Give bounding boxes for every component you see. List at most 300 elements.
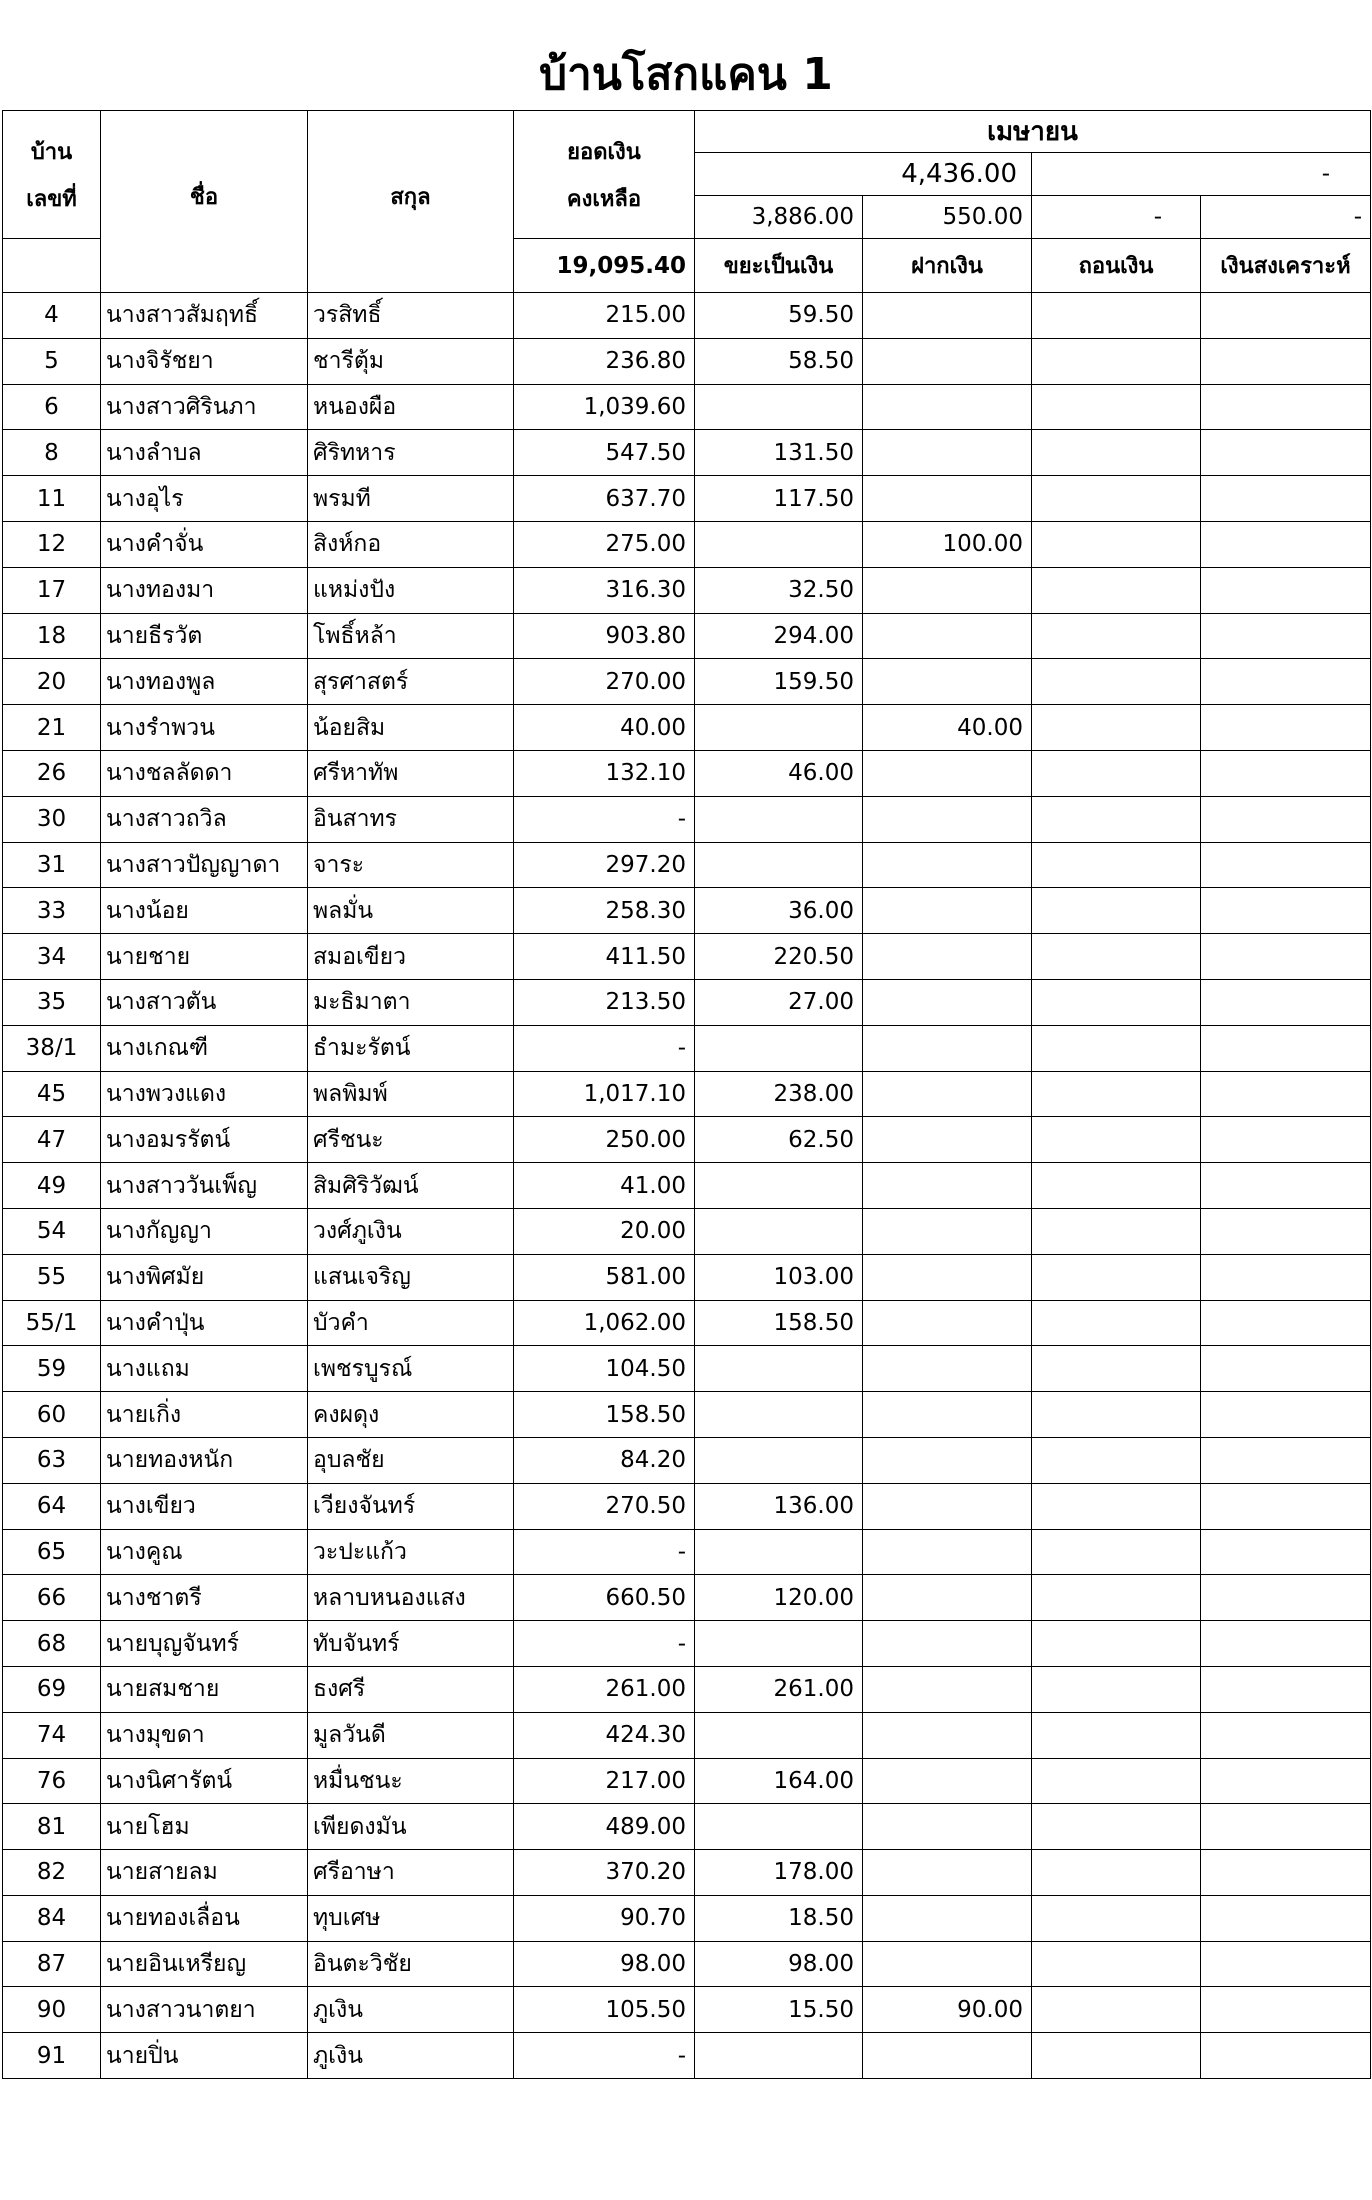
cell-surname: พลพิมพ์: [308, 1071, 514, 1117]
cell-house-no: 76: [3, 1758, 101, 1804]
cell-deposit: [863, 1346, 1032, 1392]
cell-balance: 660.50: [514, 1575, 695, 1621]
table-row: [3, 750, 1371, 796]
cell-surname: พรมที: [308, 476, 514, 522]
cell-welfare: [1201, 384, 1371, 430]
cell-balance: 297.20: [514, 842, 695, 888]
table-row: [3, 1025, 1371, 1071]
cell-name: นางลำบล: [101, 430, 308, 476]
cell-waste: 136.00: [695, 1483, 863, 1529]
cell-welfare: [1201, 1621, 1371, 1667]
table-row: [3, 979, 1371, 1025]
cell-deposit: [863, 476, 1032, 522]
table-row: [3, 1071, 1371, 1117]
cell-surname: เพชรบูรณ์: [308, 1346, 514, 1392]
cell-house-no: 49: [3, 1163, 101, 1209]
table-row: [3, 796, 1371, 842]
deposit-sum: 550.00: [863, 196, 1032, 239]
cell-welfare: [1201, 338, 1371, 384]
cell-deposit: 90.00: [863, 1987, 1032, 2033]
table-row: [3, 1666, 1371, 1712]
cell-balance: 637.70: [514, 476, 695, 522]
cell-welfare: [1201, 1346, 1371, 1392]
cell-waste: [695, 1025, 863, 1071]
cell-waste: [695, 1208, 863, 1254]
cell-withdraw: [1032, 1666, 1201, 1712]
cell-welfare: [1201, 979, 1371, 1025]
balance-total: 19,095.40: [514, 239, 695, 293]
cell-surname: มูลวันดี: [308, 1712, 514, 1758]
cell-deposit: 100.00: [863, 521, 1032, 567]
cell-deposit: [863, 1758, 1032, 1804]
cell-surname: มะธิมาตา: [308, 979, 514, 1025]
cell-deposit: [863, 796, 1032, 842]
cell-name: นางนิศารัตน์: [101, 1758, 308, 1804]
cell-welfare: [1201, 1575, 1371, 1621]
cell-balance: 270.50: [514, 1483, 695, 1529]
table-row: [3, 1575, 1371, 1621]
table-row: [3, 293, 1371, 339]
cell-balance: 370.20: [514, 1850, 695, 1896]
cell-welfare: [1201, 2033, 1371, 2079]
table-row: [3, 1987, 1371, 2033]
cell-surname: บัวคำ: [308, 1300, 514, 1346]
cell-withdraw: [1032, 293, 1201, 339]
cell-house-no: 91: [3, 2033, 101, 2079]
table-row: [3, 705, 1371, 751]
cell-withdraw: [1032, 1208, 1201, 1254]
cell-withdraw: [1032, 1804, 1201, 1850]
cell-name: นางทองพูล: [101, 659, 308, 705]
cell-waste: 164.00: [695, 1758, 863, 1804]
cell-name: นางเขียว: [101, 1483, 308, 1529]
cell-surname: ภูเงิน: [308, 1987, 514, 2033]
cell-deposit: [863, 979, 1032, 1025]
cell-withdraw: [1032, 1621, 1201, 1667]
cell-deposit: [863, 293, 1032, 339]
cell-withdraw: [1032, 476, 1201, 522]
cell-surname: อินสาทร: [308, 796, 514, 842]
table-row: [3, 1208, 1371, 1254]
table-row: [3, 1758, 1371, 1804]
cell-welfare: [1201, 613, 1371, 659]
cell-welfare: [1201, 1254, 1371, 1300]
header-row-1: [3, 111, 1371, 153]
cell-waste: [695, 1712, 863, 1758]
header-col-deposit: ฝากเงิน: [863, 239, 1032, 293]
cell-surname: แหม่งปัง: [308, 567, 514, 613]
table-row: [3, 384, 1371, 430]
cell-house-no: 5: [3, 338, 101, 384]
cell-withdraw: [1032, 842, 1201, 888]
cell-deposit: [863, 1483, 1032, 1529]
cell-house-no: 4: [3, 293, 101, 339]
cell-withdraw: [1032, 1025, 1201, 1071]
cell-welfare: [1201, 888, 1371, 934]
table-row: [3, 613, 1371, 659]
cell-house-no: 60: [3, 1392, 101, 1438]
cell-waste: 59.50: [695, 293, 863, 339]
cell-balance: 90.70: [514, 1895, 695, 1941]
cell-deposit: [863, 1163, 1032, 1209]
cell-house-no: 90: [3, 1987, 101, 2033]
cell-house-no: 35: [3, 979, 101, 1025]
header-month: เมษายน: [695, 111, 1371, 153]
cell-withdraw: [1032, 1758, 1201, 1804]
table-row: [3, 659, 1371, 705]
cell-surname: แสนเจริญ: [308, 1254, 514, 1300]
withdraw-sum: -: [1032, 196, 1201, 239]
table-row: [3, 1850, 1371, 1896]
cell-name: นายทองเลื่อน: [101, 1895, 308, 1941]
cell-waste: 58.50: [695, 338, 863, 384]
cell-waste: [695, 1621, 863, 1667]
cell-welfare: [1201, 659, 1371, 705]
cell-welfare: [1201, 293, 1371, 339]
cell-balance: 547.50: [514, 430, 695, 476]
cell-welfare: [1201, 1437, 1371, 1483]
cell-waste: 158.50: [695, 1300, 863, 1346]
cell-house-no: 33: [3, 888, 101, 934]
cell-name: นางสาววันเพ็ญ: [101, 1163, 308, 1209]
header-blank: [3, 239, 101, 293]
cell-withdraw: [1032, 1850, 1201, 1896]
cell-name: นางสาวปัญญาดา: [101, 842, 308, 888]
month-total-right: -: [1032, 153, 1371, 196]
cell-name: นายโฮม: [101, 1804, 308, 1850]
cell-surname: ธงศรี: [308, 1666, 514, 1712]
cell-balance: -: [514, 796, 695, 842]
header-balance-line2: คงเหลือ: [566, 186, 642, 212]
cell-balance: 1,062.00: [514, 1300, 695, 1346]
cell-deposit: [863, 1804, 1032, 1850]
cell-surname: ทุบเศษ: [308, 1895, 514, 1941]
header-col-welfare: เงินสงเคราะห์: [1201, 239, 1371, 293]
cell-waste: 27.00: [695, 979, 863, 1025]
cell-deposit: [863, 338, 1032, 384]
cell-withdraw: [1032, 934, 1201, 980]
cell-name: นางมุขดา: [101, 1712, 308, 1758]
cell-withdraw: [1032, 1712, 1201, 1758]
cell-waste: 238.00: [695, 1071, 863, 1117]
cell-welfare: [1201, 1529, 1371, 1575]
cell-welfare: [1201, 1163, 1371, 1209]
cell-withdraw: [1032, 1575, 1201, 1621]
cell-house-no: 66: [3, 1575, 101, 1621]
cell-balance: 1,017.10: [514, 1071, 695, 1117]
table-row: [3, 1483, 1371, 1529]
cell-welfare: [1201, 934, 1371, 980]
cell-house-no: 38/1: [3, 1025, 101, 1071]
header-surname: สกุล: [308, 111, 514, 293]
cell-deposit: [863, 1025, 1032, 1071]
cell-name: นางรำพวน: [101, 705, 308, 751]
cell-surname: สิมศิริวัฒน์: [308, 1163, 514, 1209]
cell-surname: วรสิทธิ์: [308, 293, 514, 339]
cell-withdraw: [1032, 796, 1201, 842]
cell-deposit: [863, 1117, 1032, 1163]
cell-welfare: [1201, 1895, 1371, 1941]
cell-welfare: [1201, 521, 1371, 567]
cell-balance: 40.00: [514, 705, 695, 751]
cell-name: นายเกิ่ง: [101, 1392, 308, 1438]
header-name: ชื่อ: [101, 111, 308, 293]
cell-surname: ศรีหาทัพ: [308, 750, 514, 796]
cell-surname: ภูเงิน: [308, 2033, 514, 2079]
cell-balance: -: [514, 2033, 695, 2079]
cell-name: นางกัญญา: [101, 1208, 308, 1254]
cell-waste: 62.50: [695, 1117, 863, 1163]
cell-surname: ชารีตุ้ม: [308, 338, 514, 384]
cell-house-no: 18: [3, 613, 101, 659]
cell-house-no: 30: [3, 796, 101, 842]
cell-welfare: [1201, 567, 1371, 613]
page-title: บ้านโสกแคน 1: [539, 49, 833, 100]
cell-waste: [695, 1163, 863, 1209]
table-row: [3, 1712, 1371, 1758]
cell-waste: 131.50: [695, 430, 863, 476]
cell-surname: จาระ: [308, 842, 514, 888]
cell-surname: ธำมะรัตน์: [308, 1025, 514, 1071]
cell-house-no: 8: [3, 430, 101, 476]
cell-balance: -: [514, 1621, 695, 1667]
cell-withdraw: [1032, 979, 1201, 1025]
cell-surname: อินตะวิชัย: [308, 1941, 514, 1987]
cell-name: นางสาวศิรินภา: [101, 384, 308, 430]
cell-surname: หมื่นชนะ: [308, 1758, 514, 1804]
cell-waste: 220.50: [695, 934, 863, 980]
cell-surname: สุรศาสตร์: [308, 659, 514, 705]
cell-welfare: [1201, 1025, 1371, 1071]
cell-balance: 105.50: [514, 1987, 695, 2033]
cell-deposit: [863, 1208, 1032, 1254]
cell-balance: 213.50: [514, 979, 695, 1025]
cell-house-no: 45: [3, 1071, 101, 1117]
cell-deposit: [863, 1941, 1032, 1987]
cell-house-no: 65: [3, 1529, 101, 1575]
cell-house-no: 59: [3, 1346, 101, 1392]
table-row: [3, 1346, 1371, 1392]
cell-house-no: 81: [3, 1804, 101, 1850]
cell-surname: ศรีชนะ: [308, 1117, 514, 1163]
table-row: [3, 1941, 1371, 1987]
cell-waste: [695, 1804, 863, 1850]
cell-welfare: [1201, 1804, 1371, 1850]
cell-deposit: [863, 1437, 1032, 1483]
cell-surname: ศิริทหาร: [308, 430, 514, 476]
table-row: [3, 2033, 1371, 2079]
cell-name: นายชาย: [101, 934, 308, 980]
cell-name: นางทองมา: [101, 567, 308, 613]
cell-name: นางสาวถวิล: [101, 796, 308, 842]
cell-name: นางแถม: [101, 1346, 308, 1392]
cell-surname: พลมั่น: [308, 888, 514, 934]
cell-surname: วงศ์ภูเงิน: [308, 1208, 514, 1254]
cell-house-no: 87: [3, 1941, 101, 1987]
cell-deposit: [863, 2033, 1032, 2079]
cell-deposit: [863, 567, 1032, 613]
cell-waste: 18.50: [695, 1895, 863, 1941]
cell-house-no: 82: [3, 1850, 101, 1896]
cell-withdraw: [1032, 750, 1201, 796]
cell-balance: 275.00: [514, 521, 695, 567]
cell-house-no: 34: [3, 934, 101, 980]
table-row: [3, 842, 1371, 888]
cell-surname: หลาบหนองแสง: [308, 1575, 514, 1621]
cell-name: นายอินเหรียญ: [101, 1941, 308, 1987]
cell-balance: 104.50: [514, 1346, 695, 1392]
cell-withdraw: [1032, 1529, 1201, 1575]
cell-balance: 132.10: [514, 750, 695, 796]
cell-house-no: 20: [3, 659, 101, 705]
table-row: [3, 1254, 1371, 1300]
cell-waste: 120.00: [695, 1575, 863, 1621]
cell-surname: หนองผือ: [308, 384, 514, 430]
cell-waste: 36.00: [695, 888, 863, 934]
cell-waste: [695, 384, 863, 430]
cell-balance: 98.00: [514, 1941, 695, 1987]
cell-name: นางชลลัดดา: [101, 750, 308, 796]
cell-welfare: [1201, 1987, 1371, 2033]
cell-surname: วะปะแก้ว: [308, 1529, 514, 1575]
cell-withdraw: [1032, 1437, 1201, 1483]
cell-withdraw: [1032, 1895, 1201, 1941]
cell-welfare: [1201, 1941, 1371, 1987]
cell-balance: 236.80: [514, 338, 695, 384]
table-row: [3, 1895, 1371, 1941]
cell-name: นางพวงแดง: [101, 1071, 308, 1117]
cell-balance: 84.20: [514, 1437, 695, 1483]
cell-name: นางสาวตัน: [101, 979, 308, 1025]
table-row: [3, 1437, 1371, 1483]
cell-withdraw: [1032, 430, 1201, 476]
cell-deposit: [863, 1850, 1032, 1896]
cell-waste: [695, 1529, 863, 1575]
cell-balance: 258.30: [514, 888, 695, 934]
cell-house-no: 63: [3, 1437, 101, 1483]
cell-name: นายบุญจันทร์: [101, 1621, 308, 1667]
cell-waste: 294.00: [695, 613, 863, 659]
table-row: [3, 476, 1371, 522]
cell-house-no: 68: [3, 1621, 101, 1667]
cell-waste: [695, 1346, 863, 1392]
cell-withdraw: [1032, 1483, 1201, 1529]
cell-name: นายทองหนัก: [101, 1437, 308, 1483]
cell-surname: เวียงจันทร์: [308, 1483, 514, 1529]
cell-name: นางอมรรัตน์: [101, 1117, 308, 1163]
table-row: [3, 1300, 1371, 1346]
header-house-no: [3, 111, 101, 239]
waste-sum: 3,886.00: [695, 196, 863, 239]
cell-waste: 98.00: [695, 1941, 863, 1987]
cell-waste: 46.00: [695, 750, 863, 796]
cell-house-no: 55: [3, 1254, 101, 1300]
cell-house-no: 84: [3, 1895, 101, 1941]
cell-welfare: [1201, 430, 1371, 476]
cell-welfare: [1201, 476, 1371, 522]
cell-house-no: 12: [3, 521, 101, 567]
cell-withdraw: [1032, 1941, 1201, 1987]
table-row: [3, 1621, 1371, 1667]
table-row: [3, 338, 1371, 384]
cell-waste: 159.50: [695, 659, 863, 705]
cell-withdraw: [1032, 384, 1201, 430]
cell-welfare: [1201, 1850, 1371, 1896]
cell-welfare: [1201, 1392, 1371, 1438]
cell-house-no: 26: [3, 750, 101, 796]
cell-house-no: 55/1: [3, 1300, 101, 1346]
cell-name: นางสาวนาตยา: [101, 1987, 308, 2033]
cell-waste: [695, 1392, 863, 1438]
cell-withdraw: [1032, 1117, 1201, 1163]
cell-withdraw: [1032, 338, 1201, 384]
cell-welfare: [1201, 1483, 1371, 1529]
table-row: [3, 1392, 1371, 1438]
cell-waste: [695, 521, 863, 567]
cell-house-no: 21: [3, 705, 101, 751]
cell-name: นายสมชาย: [101, 1666, 308, 1712]
cell-name: นางคำจั่น: [101, 521, 308, 567]
cell-balance: 424.30: [514, 1712, 695, 1758]
cell-balance: 158.50: [514, 1392, 695, 1438]
cell-withdraw: [1032, 1987, 1201, 2033]
cell-name: นางคำปุ่น: [101, 1300, 308, 1346]
cell-withdraw: [1032, 1071, 1201, 1117]
cell-name: นายปิ่น: [101, 2033, 308, 2079]
cell-surname: สิงห์กอ: [308, 521, 514, 567]
cell-surname: คงผดุง: [308, 1392, 514, 1438]
cell-welfare: [1201, 750, 1371, 796]
cell-welfare: [1201, 842, 1371, 888]
table-row: [3, 1804, 1371, 1850]
cell-balance: 1,039.60: [514, 384, 695, 430]
cell-welfare: [1201, 796, 1371, 842]
cell-welfare: [1201, 1666, 1371, 1712]
cell-balance: 261.00: [514, 1666, 695, 1712]
cell-deposit: [863, 1666, 1032, 1712]
cell-waste: 117.50: [695, 476, 863, 522]
cell-balance: 903.80: [514, 613, 695, 659]
cell-name: นางน้อย: [101, 888, 308, 934]
cell-waste: 15.50: [695, 1987, 863, 2033]
cell-house-no: 64: [3, 1483, 101, 1529]
cell-balance: 20.00: [514, 1208, 695, 1254]
cell-deposit: [863, 1712, 1032, 1758]
cell-deposit: [863, 1071, 1032, 1117]
cell-withdraw: [1032, 1254, 1201, 1300]
cell-deposit: [863, 888, 1032, 934]
cell-waste: [695, 796, 863, 842]
cell-waste: [695, 705, 863, 751]
cell-balance: 215.00: [514, 293, 695, 339]
cell-withdraw: [1032, 1392, 1201, 1438]
cell-deposit: [863, 659, 1032, 705]
month-total-left: 4,436.00: [695, 153, 1032, 196]
cell-surname: ทับจันทร์: [308, 1621, 514, 1667]
cell-welfare: [1201, 1117, 1371, 1163]
table-body: [3, 293, 1371, 2079]
table-row: [3, 521, 1371, 567]
cell-waste: 32.50: [695, 567, 863, 613]
cell-deposit: [863, 934, 1032, 980]
cell-welfare: [1201, 1300, 1371, 1346]
cell-withdraw: [1032, 705, 1201, 751]
header-house-no-line2: เลขที่: [26, 186, 77, 212]
table-row: [3, 1529, 1371, 1575]
cell-balance: -: [514, 1529, 695, 1575]
cell-withdraw: [1032, 888, 1201, 934]
cell-name: นายสายลม: [101, 1850, 308, 1896]
